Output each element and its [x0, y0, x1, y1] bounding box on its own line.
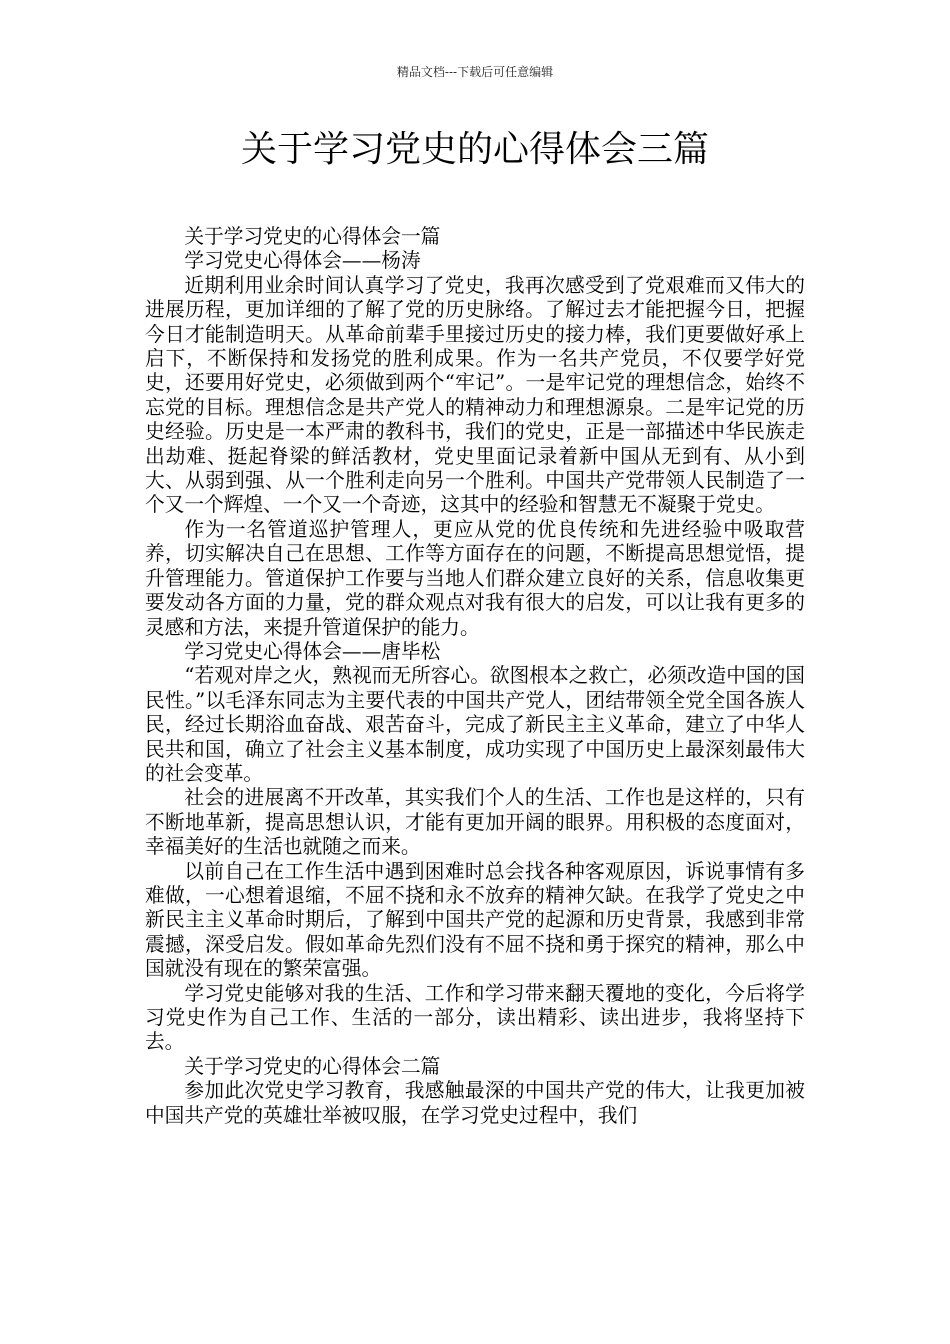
body-paragraph: 近期利用业余时间认真学习了党史，我再次感受到了党艰难而又伟大的进展历程，更加详细的了解了党的历史脉络。了解过去才能把握今日，把握今日才能制造明天。从革命前辈手里接过历史的接力棒，我们更要做好承上启下，不断保持和发扬党的胜利成果。作为一名共产党员，不仅要学好党史，还要用好党史，必须做到两个“牢记”。一是牢记党的理想信念，始终不忘党的目标。理想信念是共产党人的精神动力和理想源泉。二是牢记党的历史经验。历史是一本严肃的教科书，我们的党史，正是一部描述中华民族走出劫难、挺起脊梁的鲜活教材，党史里面记录着新中国从无到有、从小到大、从弱到强、从一个胜利走向另一个胜利。中国共产党带领人民制造了一个又一个辉煌、一个又一个奇迹，这其中的经验和智慧无不凝聚于党史。: [145, 273, 805, 517]
body-paragraph: 参加此次党史学习教育，我感触最深的中国共产党的伟大，让我更加被中国共产党的英雄壮举被叹服，在学习党史过程中，我们: [145, 1079, 805, 1127]
body-paragraph: 学习党史能够对我的生活、工作和学习带来翻天覆地的变化，今后将学习党史作为自己工作、生活的一部分，读出精彩、读出进步，我将坚持下去。: [145, 981, 805, 1054]
body-paragraph: “若观对岸之火，熟视而无所容心。欲图根本之救亡，必须改造中国的国民性。”以毛泽东同志为主要代表的中国共产党人，团结带领全党全国各族人民，经过长期浴血奋战、艰苦奋斗，完成了新民主主义革命，建立了中华人民共和国，确立了社会主义基本制度，成功实现了中国历史上最深刻最伟大的社会变革。: [145, 664, 805, 785]
body-paragraph: 作为一名管道巡护管理人，更应从党的优良传统和先进经验中吸取营养，切实解决自己在思想、工作等方面存在的问题，不断提高思想觉悟，提升管理能力。管道保护工作要与当地人们群众建立良好的关系，信息收集更要发动各方面的力量，党的群众观点对我有很大的启发，可以让我有更多的灵感和方法，来提升管道保护的能力。: [145, 517, 805, 639]
document-body: [145, 225, 805, 1128]
header-note: 精品文档---下载后可任意编辑: [396, 65, 554, 79]
essay-subheading-yang-tao: 学习党史心得体会——杨涛: [184, 249, 421, 273]
body-paragraph: 社会的进展离不开改革，其实我们个人的生活、工作也是这样的，只有不断地革新，提高思想认识，才能有更加开阔的眼界。用积极的态度面对，幸福美好的生活也就随之而来。: [145, 786, 805, 859]
section-heading-part-one: 关于学习党史的心得体会一篇: [184, 225, 441, 248]
body-paragraph: 以前自己在工作生活中遇到困难时总会找各种客观原因，诉说事情有多难做，一心想着退缩，不屈不挠和永不放弃的精神欠缺。在我学了党史之中新民主主义革命时期后，了解到中国共产党的起源和历史背景，我感到非常震撼，深受启发。假如革命先烈们没有不屈不挠和勇于探究的精神，那么中国就没有现在的繁荣富强。: [145, 859, 805, 981]
section-heading-part-two: 关于学习党史的心得体会二篇: [184, 1054, 441, 1078]
essay-subheading-tang-bisong: 学习党史心得体会——唐毕松: [184, 639, 441, 663]
document-title: 关于学习党史的心得体会三篇: [240, 129, 709, 170]
